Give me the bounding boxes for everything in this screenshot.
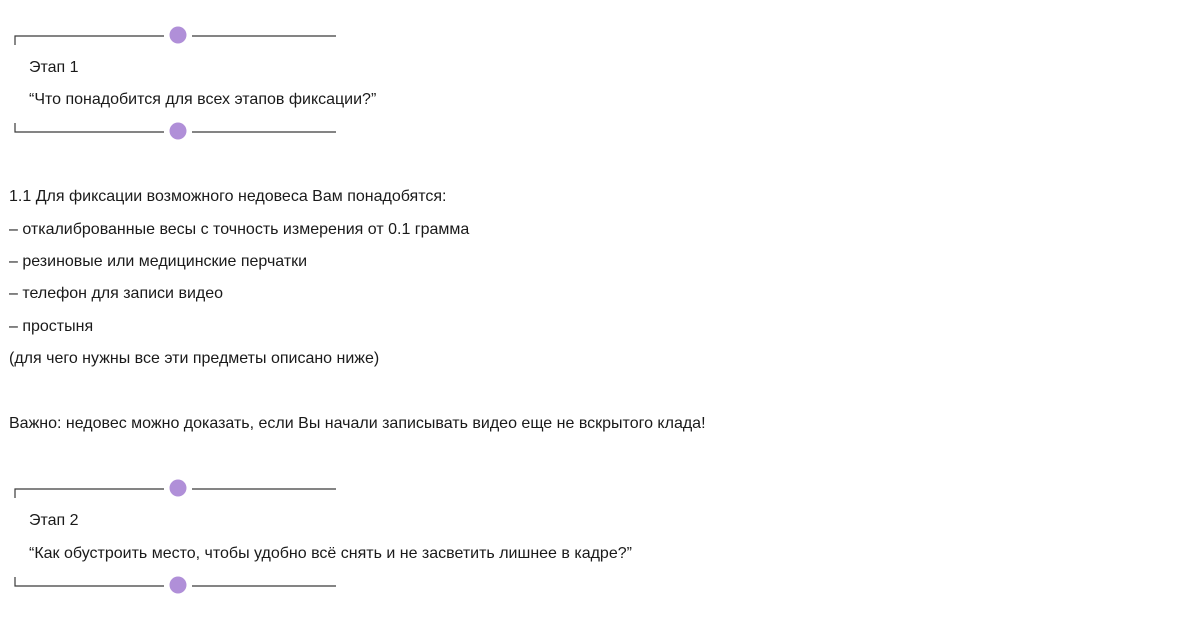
note-text: (для чего нужны все эти предметы описано ниже)	[9, 350, 380, 367]
stage1-question: “Что понадобится для всех этапов фиксации?”	[29, 91, 377, 108]
stage2-question: “Как обустроить место, чтобы удобно всё снять и не засветить лишнее в кадре?”	[29, 545, 632, 562]
divider-dot-icon	[170, 577, 187, 594]
stage2-label: Этап 2	[29, 512, 79, 529]
stage1-label: Этап 1	[29, 59, 79, 76]
divider-dot-icon	[170, 123, 187, 140]
important-note: Важно: недовес можно доказать, если Вы начали записывать видео еще не вскрытого клада!	[9, 415, 706, 432]
stage2-top-divider	[14, 478, 336, 498]
list-item: – простыня	[9, 318, 94, 335]
stage2-bottom-divider	[14, 575, 336, 595]
list-item: – телефон для записи видео	[9, 285, 224, 302]
stage1-top-divider	[14, 25, 336, 45]
divider-dot-icon	[170, 27, 187, 44]
divider-dot-icon	[170, 480, 187, 497]
stage1-bottom-divider	[14, 121, 336, 141]
list-item: – резиновые или медицинские перчатки	[9, 253, 308, 270]
list-item: – откалиброванные весы с точность измерения от 0.1 грамма	[9, 221, 470, 238]
intro-text: 1.1 Для фиксации возможного недовеса Вам понадобятся:	[9, 188, 447, 205]
